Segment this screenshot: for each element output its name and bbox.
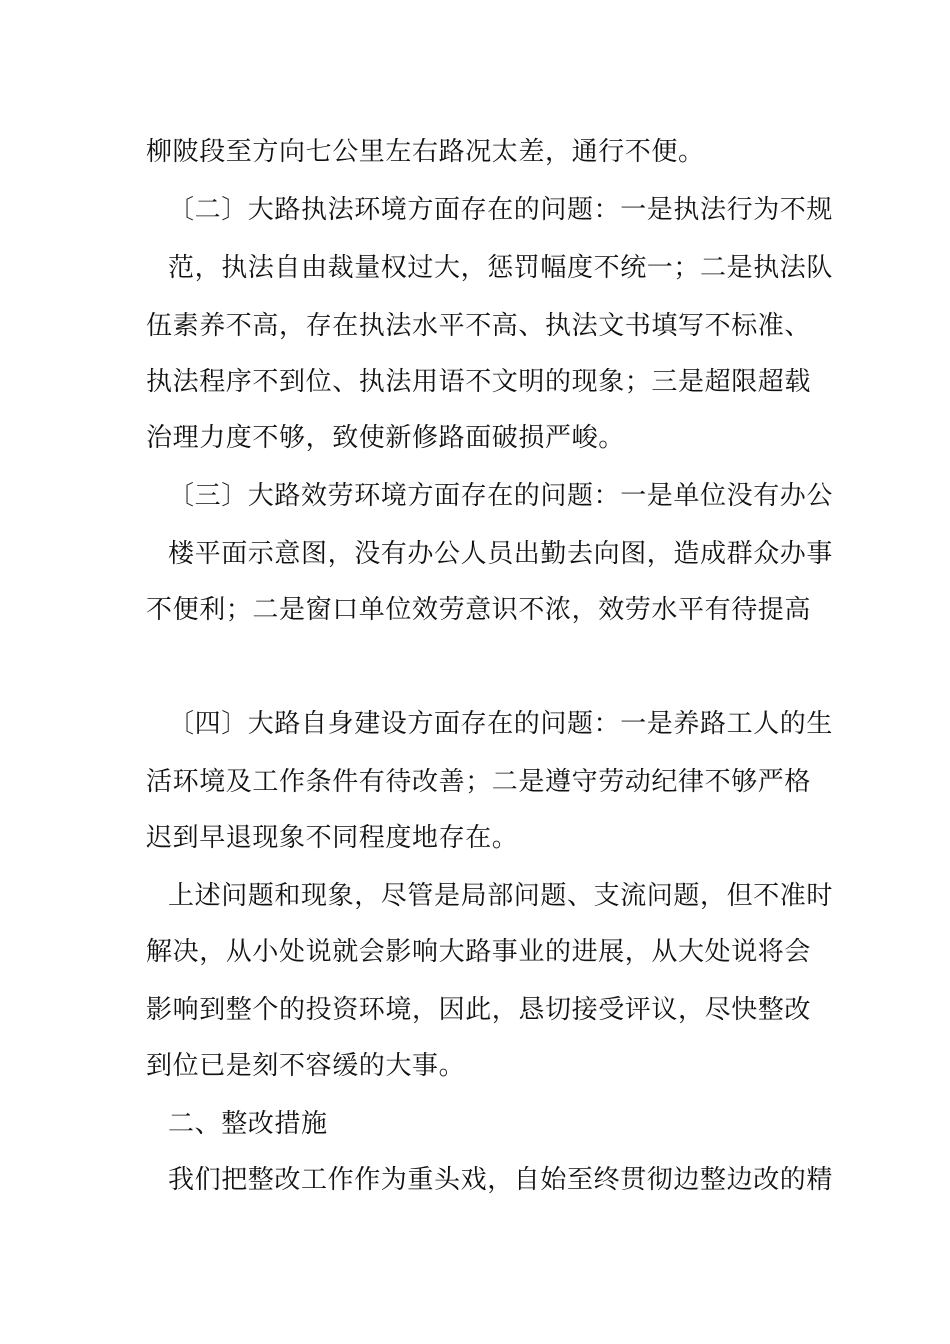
text-line-11: 活环境及工作条件有待改善；二是遵守劳动纪律不够严格 [146,767,812,797]
text-line-1: 柳陂段至方向七公里左右路况太差，通行不便。 [146,137,705,167]
text-line-6: 治理力度不够，致使新修路面破损严峻。 [146,423,625,453]
text-line-14: 解决，从小处说就会影响大路事业的进展，从大处说将会 [146,937,812,967]
text-line-5: 执法程序不到位、执法用语不文明的现象；三是超限超载 [146,367,812,397]
text-line-13: 上述问题和现象，尽管是局部问题、支流问题，但不准时 [168,881,834,911]
text-line-2: 〔二〕大路执法环境方面存在的问题：一是执法行为不规 [168,195,834,225]
text-line-12: 迟到早退现象不同程度地存在。 [146,823,519,853]
text-line-16: 到位已是刻不容缓的大事。 [146,1051,466,1081]
text-line-8: 楼平面示意图，没有办公人员出勤去向图，造成群众办事 [168,539,834,569]
text-line-9: 不便利；二是窗口单位效劳意识不浓，效劳水平有待提高 [146,595,812,625]
text-line-3: 范，执法自由裁量权过大，惩罚幅度不统一；二是执法队 [168,253,834,283]
text-line-15: 影响到整个的投资环境，因此，恳切接受评议，尽快整改 [146,995,812,1025]
text-line-4: 伍素养不高，存在执法水平不高、执法文书填写不标准、 [146,311,812,341]
text-line-7: 〔三〕大路效劳环境方面存在的问题：一是单位没有办公 [168,481,834,511]
text-line-18: 我们把整改工作作为重头戏，自始至终贯彻边整边改的精 [168,1165,834,1195]
text-line-10: 〔四〕大路自身建设方面存在的问题：一是养路工人的生 [168,709,834,739]
section-heading: 二、整改措施 [168,1109,328,1139]
